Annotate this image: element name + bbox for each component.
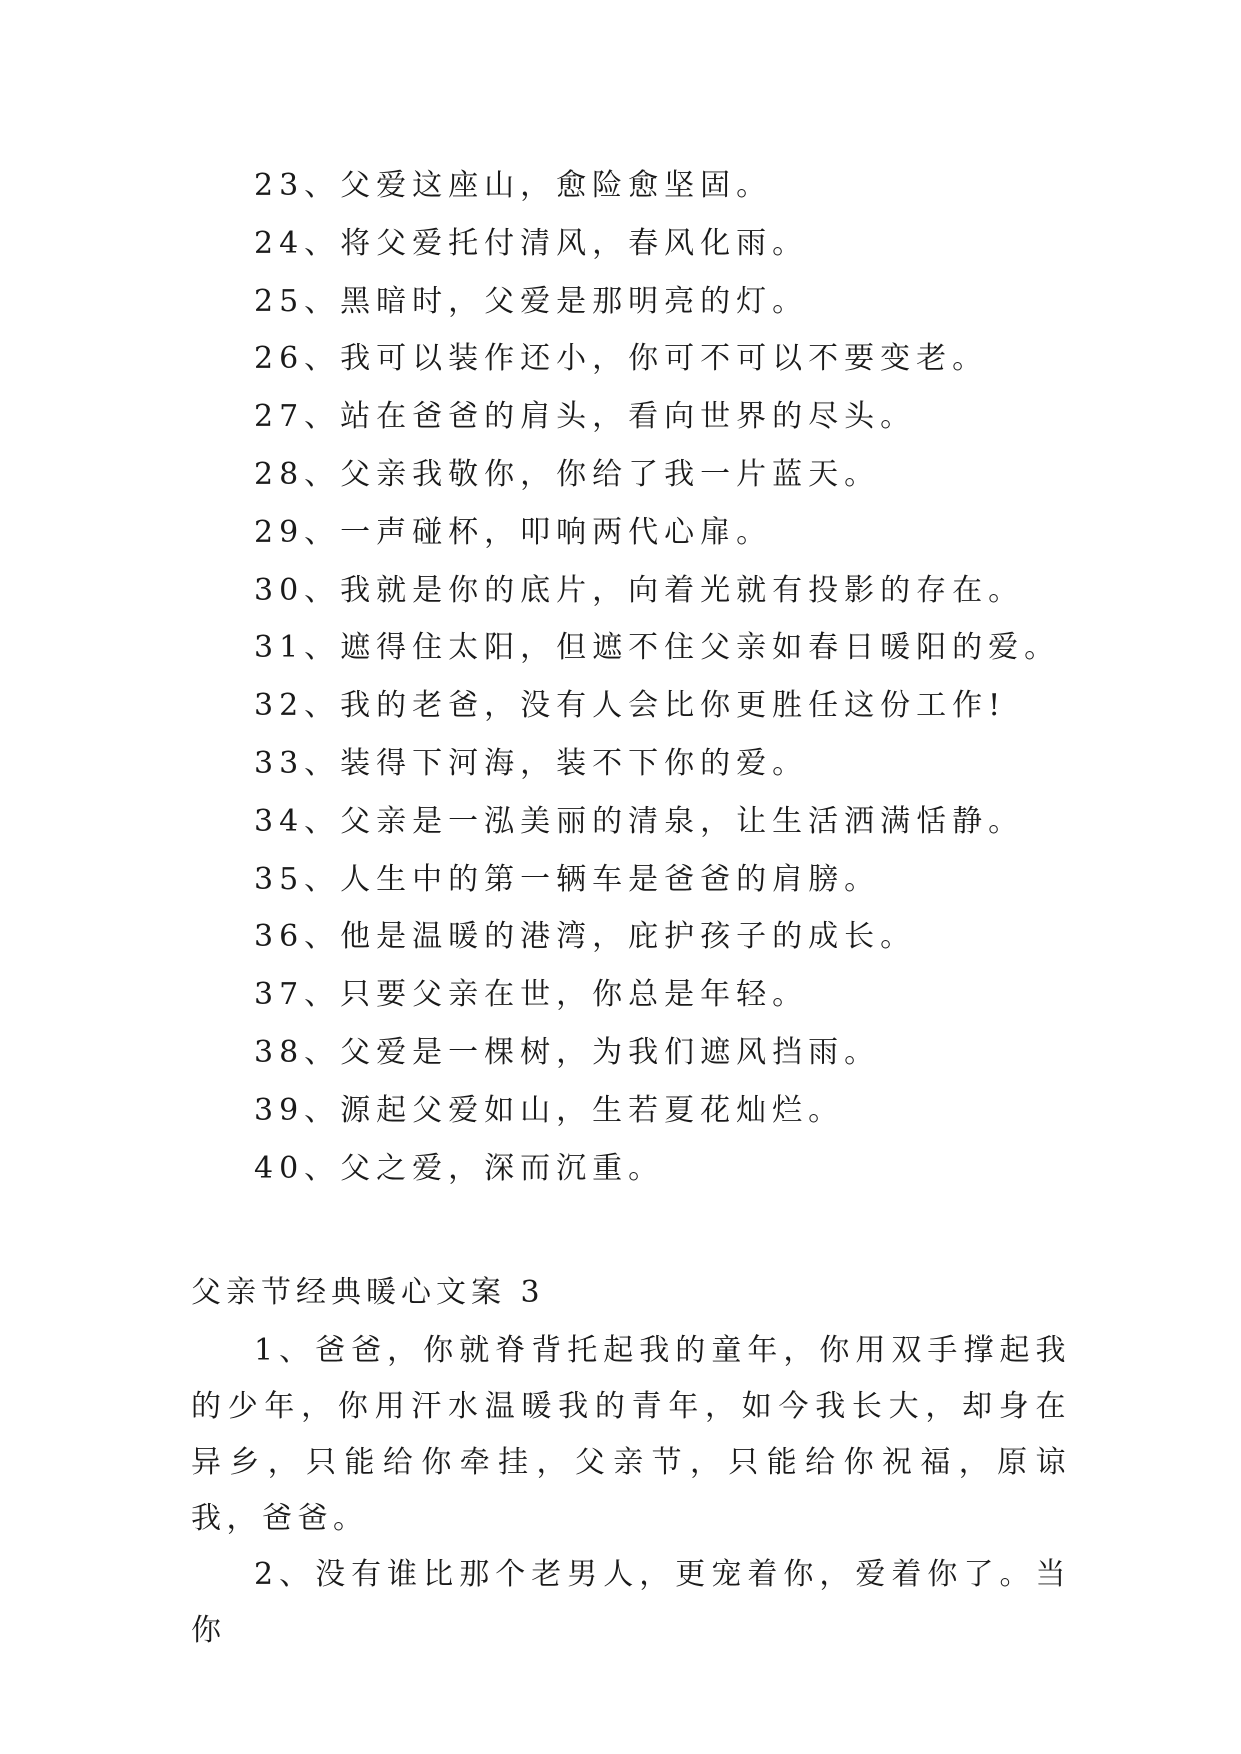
section-3	[191, 1263, 1071, 1659]
list-item: 38、父爱是一棵树，为我们遮风挡雨。	[254, 1034, 881, 1070]
list-item: 37、只要父亲在世，你总是年轻。	[254, 977, 809, 1013]
list-item: 25、黑暗时，父爱是那明亮的灯。	[254, 283, 809, 319]
list-item: 26、我可以装作还小，你可不可以不要变老。	[254, 341, 989, 377]
list-item: 36、他是温暖的港湾，庇护孩子的成长。	[254, 919, 917, 955]
list-item: 40、父之爱，深而沉重。	[254, 1150, 665, 1186]
list-item: 39、源起父爱如山，生若夏花灿烂。	[254, 1092, 845, 1128]
list-item: 35、人生中的第一辆车是爸爸的肩膀。	[254, 861, 881, 897]
list-item: 32、我的老爸，没有人会比你更胜任这份工作!	[254, 688, 1007, 724]
paragraph-2: 2、没有谁比那个老男人，更宠着你，爱着你了。当你	[191, 1557, 1071, 1648]
list-item: 23、父爱这座山，愈险愈坚固。	[254, 168, 773, 203]
list-item: 31、遮得住太阳，但遮不住父亲如春日暖阳的爱。	[254, 630, 1061, 666]
section-title: 父亲节经典暖心文案 3	[191, 1275, 545, 1310]
quote-list	[254, 157, 1060, 1197]
list-item: 33、装得下河海，装不下你的爱。	[254, 745, 809, 781]
list-item: 24、将父爱托付清风，春风化雨。	[254, 225, 809, 261]
list-item: 28、父亲我敬你，你给了我一片蓝天。	[254, 456, 881, 492]
list-item: 34、父亲是一泓美丽的清泉，让生活洒满恬静。	[254, 803, 1025, 839]
list-item: 29、一声碰杯，叩响两代心扉。	[254, 514, 773, 550]
paragraph-1: 1、爸爸，你就脊背托起我的童年，你用双手撑起我的少年，你用汗水温暖我的青年，如今我长大，却身在异乡，只能给你牵挂，父亲节，只能给你祝福，原谅我，爸爸。	[191, 1333, 1071, 1536]
list-item: 30、我就是你的底片，向着光就有投影的存在。	[254, 572, 1025, 608]
list-item: 27、站在爸爸的肩头，看向世界的尽头。	[254, 399, 917, 435]
